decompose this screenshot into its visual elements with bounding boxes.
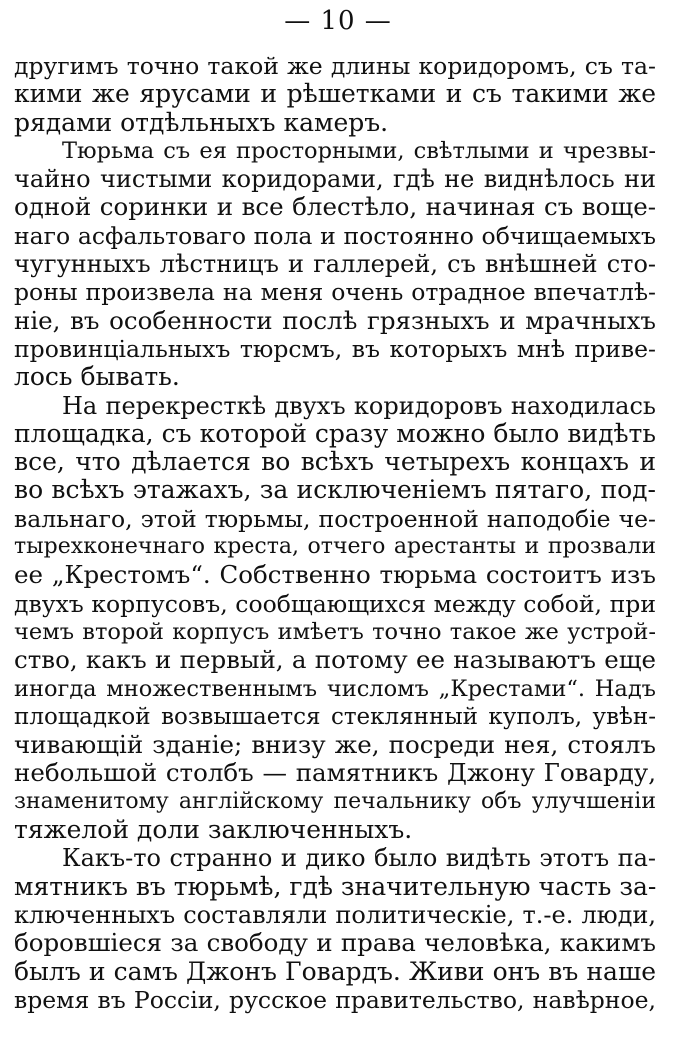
text-line: чемъ второй корпусъ имѣетъ точно такое же устрой-	[14, 618, 656, 645]
text-line: одной соринки и все блестѣло, начиная съ воще-	[14, 193, 656, 222]
text-line: наго асфальтоваго пола и постоянно обчищаемыхъ	[14, 221, 656, 250]
text-line: провинціальныхъ тюрсмъ, въ которыхъ мнѣ приве-	[14, 334, 656, 363]
text-line: мятникъ въ тюрьмѣ, гдѣ значительную часть за-	[14, 872, 656, 901]
text-line: На перекресткѣ двухъ коридоровъ находилась	[62, 391, 656, 420]
text-line: боровшіеся за свободу и права человѣка, какимъ	[14, 929, 656, 958]
text-line: ство, какъ и первый, а потому ее называютъ еще	[14, 646, 656, 675]
text-line: все, что дѣлается во всѣхъ четырехъ концахъ и	[14, 448, 656, 477]
text-line: кими же ярусами и рѣшетками и съ такими же	[14, 80, 656, 109]
text-line: чугунныхъ лѣстницъ и галлерей, съ внѣшней сто-	[14, 250, 656, 279]
text-line: двухъ корпусовъ, сообщающихся между собой, при	[14, 589, 656, 618]
text-line: площадкой возвышается стеклянный куполъ, увѣн-	[14, 703, 656, 730]
text-line: знаменитому англійскому печальнику объ улучшеніи	[14, 788, 656, 814]
text-line: чайно чистыми коридорами, гдѣ не виднѣлось ни	[14, 165, 656, 194]
text-line: во всѣхъ этажахъ, за исключеніемъ пятаго, под-	[14, 476, 656, 505]
text-line: вальнаго, этой тюрьмы, построенной наподобіе че-	[14, 504, 656, 533]
text-line: иногда множественнымъ числомъ „Крестами“. Надъ	[14, 675, 656, 702]
text-line: ніе, въ особенности послѣ грязныхъ и мрачныхъ	[14, 306, 656, 335]
text-line: Тюрьма съ ея просторными, свѣтлыми и чрезвы-	[62, 137, 656, 164]
text-line: время въ Россіи, русское правительство, навѣрное,	[14, 985, 656, 1014]
text-line: Какъ-то странно и дико было видѣть этотъ па-	[62, 844, 656, 873]
text-line: ключенныхъ составляли политическіе, т.-е. люди,	[14, 900, 656, 929]
text-line: чивающій зданіе; внизу же, посреди нея, стоялъ	[14, 731, 656, 760]
text-line: рядами отдѣльныхъ камеръ.	[14, 108, 389, 137]
text-line: тырехконечнаго креста, отчего арестанты и прозвали	[14, 534, 656, 560]
text-line: роны произвела на меня очень отрадное впечатлѣ-	[14, 278, 656, 307]
text-line: площадка, съ которой сразу можно было видѣть	[14, 419, 656, 448]
page-number: — 10 —	[284, 6, 392, 36]
text-line: лось бывать.	[14, 363, 180, 392]
text-line: небольшой столбъ — памятникъ Джону Говарду,	[14, 759, 656, 788]
text-line: ее „Крестомъ“. Собственно тюрьма состоитъ изъ	[14, 561, 656, 590]
text-line: былъ и самъ Джонъ Говардъ. Живи онъ въ наше	[14, 957, 656, 986]
text-line: другимъ точно такой же длины коридоромъ, съ та-	[14, 52, 656, 80]
text-line: тяжелой доли заключенныхъ.	[14, 816, 413, 845]
body-text	[14, 52, 656, 1014]
